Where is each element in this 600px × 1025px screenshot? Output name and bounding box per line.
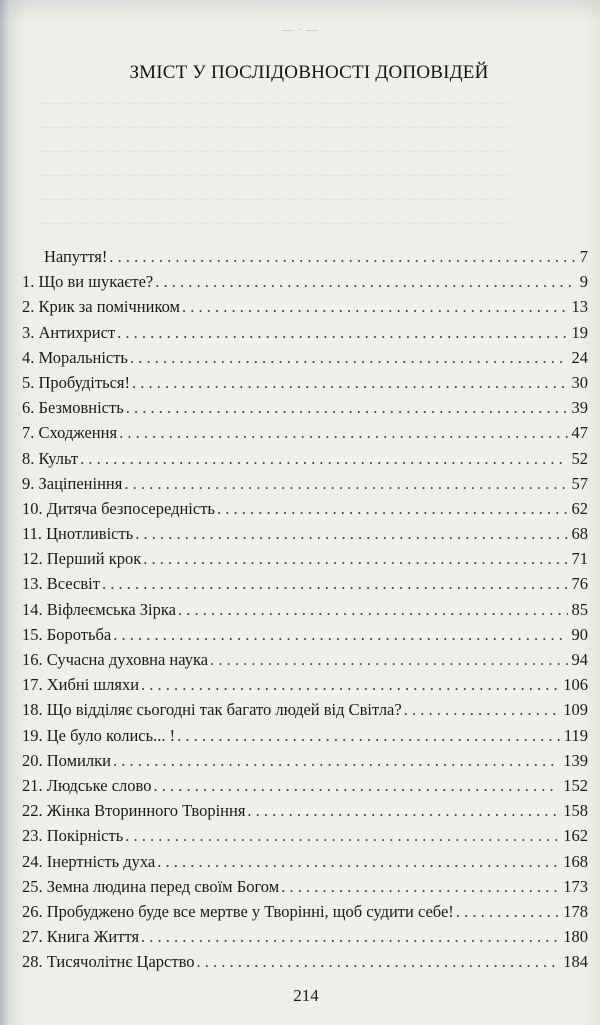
dot-leader bbox=[217, 496, 568, 521]
toc-entry-page: 119 bbox=[563, 725, 588, 745]
table-of-contents bbox=[22, 244, 588, 974]
toc-entry bbox=[22, 571, 588, 596]
toc-entry-page: 47 bbox=[571, 423, 588, 443]
toc-entry-title: 26. Пробуджено буде все мертве у Творінні, щоб судити себе! bbox=[22, 901, 454, 921]
toc-entry-page: 9 bbox=[579, 272, 588, 292]
toc-entry bbox=[22, 697, 588, 722]
toc-entry bbox=[22, 345, 588, 370]
dot-leader bbox=[102, 571, 568, 596]
toc-entry-title: 12. Перший крок bbox=[22, 549, 142, 569]
toc-entry bbox=[22, 672, 588, 697]
toc-entry-page: 7 bbox=[579, 247, 588, 266]
dot-leader bbox=[178, 597, 568, 622]
dot-leader bbox=[113, 748, 559, 773]
toc-entry bbox=[22, 899, 588, 924]
toc-entry bbox=[22, 320, 588, 345]
toc-entry bbox=[22, 597, 588, 622]
toc-entry bbox=[22, 546, 588, 571]
toc-entry bbox=[22, 823, 588, 848]
toc-entry-title: 16. Сучасна духовна наука bbox=[22, 650, 209, 669]
toc-entry-title: 23. Покірність bbox=[22, 826, 124, 846]
toc-entry-title: 20. Помилки bbox=[22, 750, 111, 770]
toc-entry-page: 173 bbox=[563, 876, 588, 896]
toc-entry bbox=[22, 294, 588, 319]
toc-entry bbox=[22, 471, 588, 496]
toc-entry bbox=[22, 244, 588, 269]
toc-entry bbox=[22, 370, 588, 395]
toc-entry bbox=[22, 924, 588, 949]
toc-entry-title: 28. Тисячолітнє Царство bbox=[22, 952, 195, 972]
dot-leader bbox=[143, 546, 567, 571]
toc-entry bbox=[22, 874, 588, 899]
toc-entry bbox=[22, 521, 588, 546]
toc-entry-page: 180 bbox=[563, 927, 588, 947]
toc-entry-title: 2. Крик за помічником bbox=[22, 297, 180, 317]
dot-leader bbox=[456, 899, 559, 924]
toc-entry bbox=[22, 647, 588, 672]
toc-entry-page: 152 bbox=[563, 775, 588, 795]
dot-leader bbox=[404, 697, 560, 722]
toc-entry-title: 24. Інертність духа bbox=[22, 851, 156, 871]
toc-entry-title: 15. Боротьба bbox=[22, 624, 112, 644]
toc-entry-page: 13 bbox=[571, 297, 588, 317]
toc-entry-page: 30 bbox=[571, 372, 588, 392]
toc-entry-page: 106 bbox=[563, 675, 588, 695]
toc-entry-page: 162 bbox=[563, 826, 588, 846]
dot-leader bbox=[281, 874, 559, 899]
toc-entry-title: Напуття! bbox=[44, 247, 108, 266]
toc-entry bbox=[22, 622, 588, 647]
dot-leader bbox=[132, 370, 567, 395]
toc-entry-page: 85 bbox=[571, 599, 588, 619]
toc-entry-page: 109 bbox=[563, 700, 588, 720]
toc-entry-title: 3. Антихрист bbox=[22, 322, 116, 342]
dot-leader bbox=[141, 672, 559, 697]
toc-entry bbox=[22, 395, 588, 420]
toc-entry-title: 18. Що відділяє сьогодні так багато людей від Світла? bbox=[22, 700, 402, 720]
toc-entry bbox=[22, 748, 588, 773]
toc-entry-page: 52 bbox=[571, 448, 588, 468]
toc-entry-page: 184 bbox=[563, 952, 588, 972]
dot-leader bbox=[182, 294, 568, 319]
dot-leader bbox=[247, 798, 559, 823]
toc-entry bbox=[22, 949, 588, 974]
toc-entry-title: 1. Що ви шукаєте? bbox=[22, 272, 154, 292]
toc-entry-page: 68 bbox=[571, 524, 588, 544]
toc-entry-title: 9. Заціпеніння bbox=[22, 473, 123, 493]
toc-entry-title: 7. Сходження bbox=[22, 423, 118, 443]
toc-entry bbox=[22, 420, 588, 445]
toc-entry-page: 57 bbox=[571, 473, 588, 493]
dot-leader bbox=[155, 269, 575, 294]
toc-entry-title: 13. Всесвіт bbox=[22, 574, 100, 594]
dot-leader bbox=[197, 949, 560, 974]
dot-leader bbox=[113, 622, 567, 647]
dot-leader bbox=[135, 521, 567, 546]
toc-entry-title: 4. Моральність bbox=[22, 347, 128, 367]
dot-leader bbox=[117, 320, 567, 345]
dot-leader bbox=[157, 849, 559, 874]
toc-entry-title: 10. Дитяча безпосередність bbox=[22, 498, 215, 518]
toc-entry-page: 158 bbox=[563, 801, 588, 821]
toc-entry-title: 8. Культ bbox=[22, 448, 79, 468]
toc-entry-page: 39 bbox=[571, 398, 588, 418]
toc-entry-page: 76 bbox=[571, 574, 588, 594]
toc-entry-page: 71 bbox=[571, 549, 588, 569]
bleed-through-text: — — — — — — — — — — — — — — — — — — — — — — — — — — — — — — — — — — — — — — — — — — — — — — — — — — — — — — — — — — — — — — — — — — — — — — — — — — — — — — — — — — — — — — — — — — — — — — — — — — — — — — — — — — — — — — — — — — — — — — — — — — — — — — — — — — — — — — — — — — — — — — — — — — — — — — — — — — — — — — — — — — bbox=[40, 96, 509, 231]
page-title: ЗМІСТ У ПОСЛІДОВНОСТІ ДОПОВІДЕЙ bbox=[129, 62, 489, 83]
toc-entry-title: 6. Безмовність bbox=[22, 398, 124, 418]
toc-entry-page: 62 bbox=[571, 498, 588, 518]
toc-entry-page: 94 bbox=[571, 650, 588, 669]
dot-leader bbox=[177, 723, 560, 748]
dot-leader bbox=[119, 420, 567, 445]
toc-entry bbox=[22, 269, 588, 294]
toc-entry bbox=[22, 723, 588, 748]
faint-running-head: — · — bbox=[281, 24, 319, 36]
dot-leader bbox=[109, 244, 575, 269]
toc-entry-page: 19 bbox=[571, 322, 588, 342]
dot-leader bbox=[126, 395, 568, 420]
toc-entry-title: 25. Земна людина перед своїм Богом bbox=[22, 876, 280, 896]
dot-leader bbox=[124, 471, 567, 496]
dot-leader bbox=[130, 345, 568, 370]
toc-entry-page: 178 bbox=[563, 901, 588, 921]
dot-leader bbox=[153, 773, 559, 798]
toc-entry bbox=[22, 496, 588, 521]
toc-entry-title: 19. Це було колись... ! bbox=[22, 725, 176, 745]
toc-entry bbox=[22, 446, 588, 471]
toc-entry-title: 17. Хибні шляхи bbox=[22, 675, 140, 695]
toc-entry-page: 139 bbox=[563, 750, 588, 770]
toc-entry-title: 14. Віфлеємська Зірка bbox=[22, 599, 176, 619]
dot-leader bbox=[125, 823, 559, 848]
toc-entry-title: 5. Пробудіться! bbox=[22, 372, 131, 392]
toc-entry bbox=[22, 849, 588, 874]
toc-entry-title: 22. Жінка Вторинного Творіння bbox=[22, 801, 246, 821]
dot-leader bbox=[210, 647, 567, 672]
toc-entry bbox=[22, 773, 588, 798]
toc-entry-page: 168 bbox=[563, 851, 588, 871]
page-number: 214 bbox=[293, 986, 319, 1005]
dot-leader bbox=[80, 446, 567, 471]
toc-entry-title: 21. Людське слово bbox=[22, 775, 152, 795]
toc-entry-page: 90 bbox=[571, 624, 588, 644]
toc-entry bbox=[22, 798, 588, 823]
dot-leader bbox=[141, 924, 559, 949]
toc-entry-page: 24 bbox=[571, 347, 588, 367]
toc-entry-title: 27. Книга Життя bbox=[22, 927, 140, 947]
toc-entry-title: 11. Цнотливість bbox=[22, 524, 134, 544]
